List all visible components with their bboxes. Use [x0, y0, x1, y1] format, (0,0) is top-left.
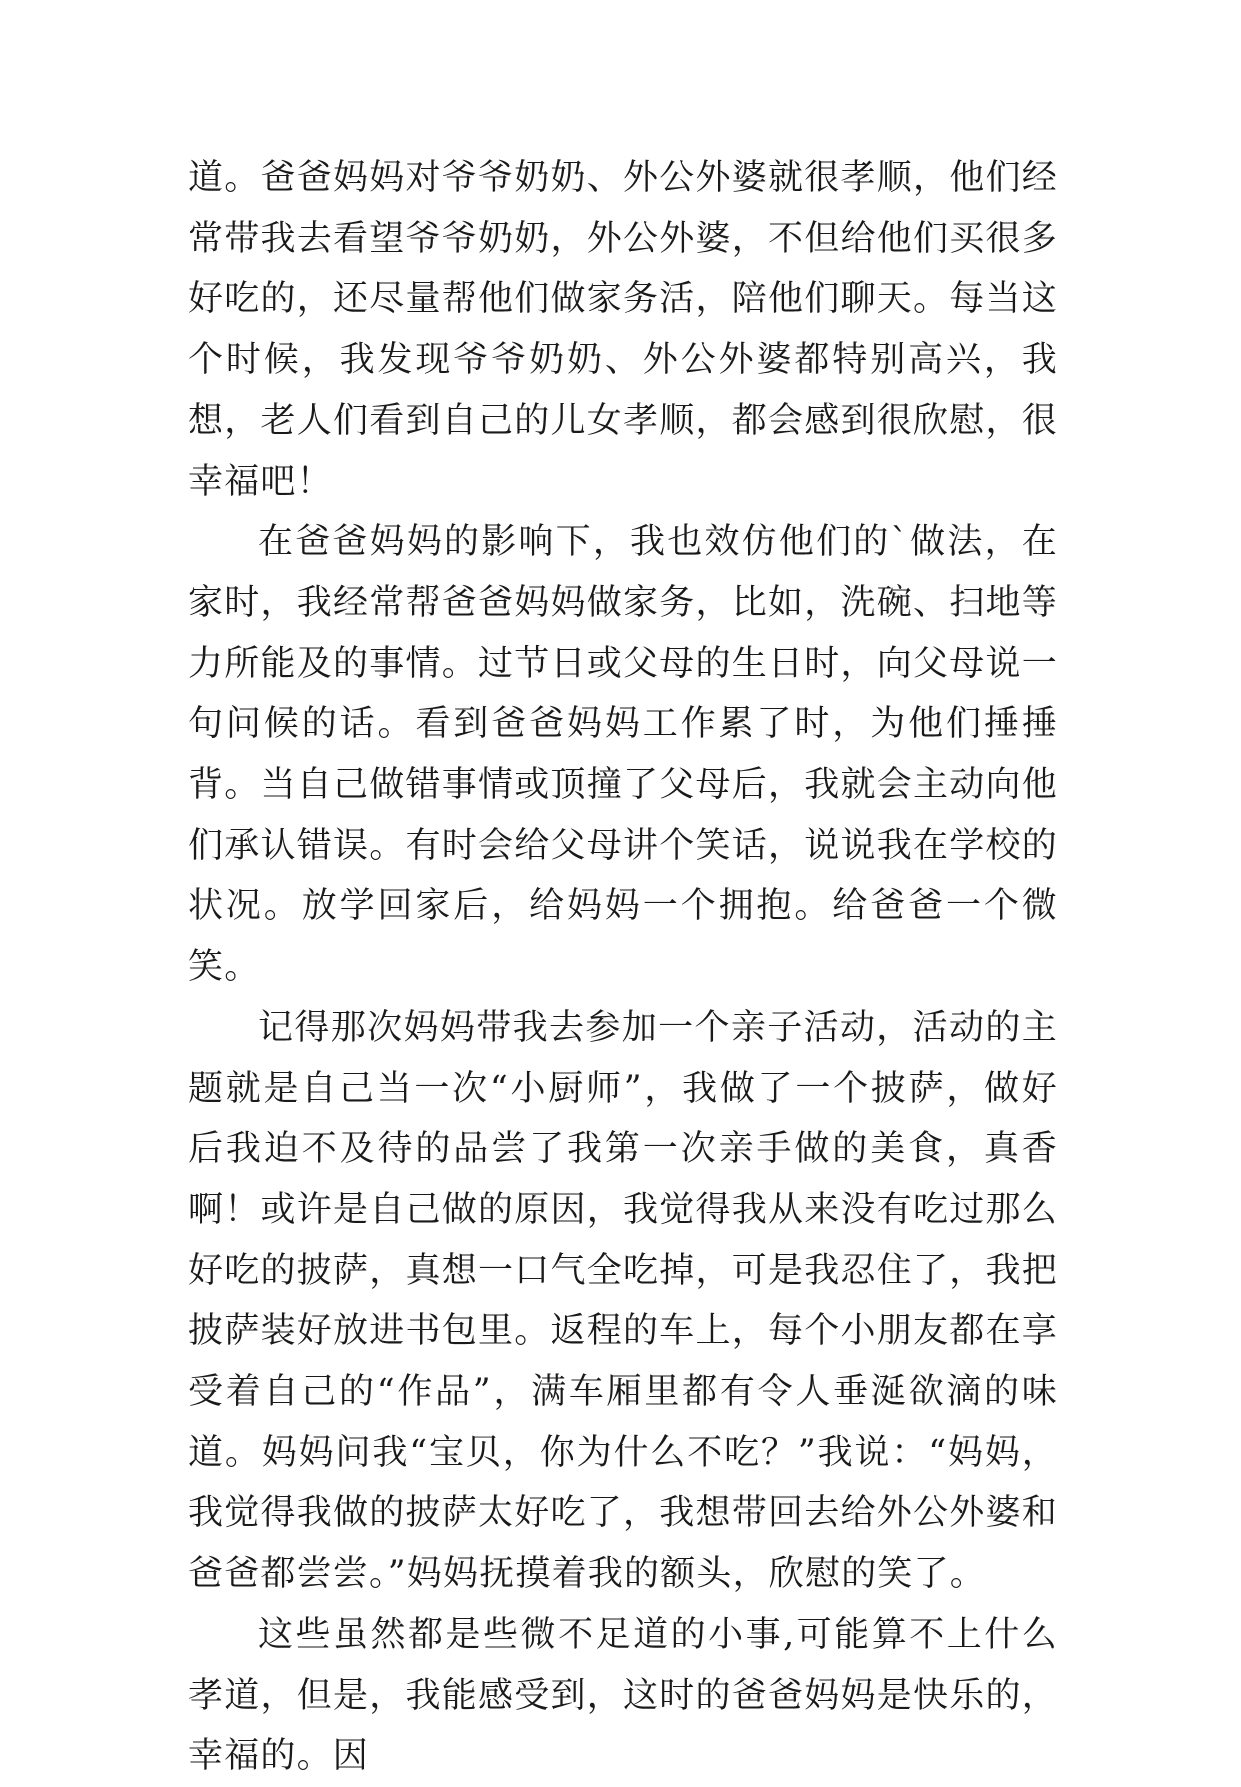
document-body [188, 148, 1058, 1787]
paragraph-3: 记得那次妈妈带我去参加一个亲子活动，活动的主题就是自己当一次“小厨师”，我做了一个披萨，做好后我迫不及待的品尝了我第一次亲手做的美食，真香啊！或许是自己做的原因，我觉得我从来没有吃过那么好吃的披萨，真想一口气全吃掉，可是我忍住了，我把披萨装好放进书包里。返程的车上，每个小朋友都在享受着自己的“作品”，满车厢里都有令人垂涎欲滴的味道。妈妈问我“宝贝，你为什么不吃？”我说：“妈妈，我觉得我做的披萨太好吃了，我想带回去给外公外婆和爸爸都尝尝。”妈妈抚摸着我的额头，欣慰的笑了。 [188, 1007, 1058, 1595]
paragraph-2: 在爸爸妈妈的影响下，我也效仿他们的`做法，在家时，我经常帮爸爸妈妈做家务，比如，洗碗、扫地等力所能及的事情。过节日或父母的生日时，向父母说一句问候的话。看到爸爸妈妈工作累了时，为他们捶捶背。当自己做错事情或顶撞了父母后，我就会主动向他们承认错误。有时会给父母讲个笑话，说说我在学校的状况。放学回家后，给妈妈一个拥抱。给爸爸一个微笑。 [188, 522, 1058, 988]
paragraph-1: 道。爸爸妈妈对爷爷奶奶、外公外婆就很孝顺，他们经常带我去看望爷爷奶奶，外公外婆，不但给他们买很多好吃的，还尽量帮他们做家务活，陪他们聊天。每当这个时候，我发现爷爷奶奶、外公外婆都特别高兴，我想，老人们看到自己的儿女孝顺，都会感到很欣慰，很幸福吧！ [188, 158, 1058, 502]
paragraph-4: 这些虽然都是些微不足道的小事,可能算不上什么孝道，但是，我能感受到，这时的爸爸妈妈是快乐的，幸福的。因 [188, 1614, 1058, 1777]
